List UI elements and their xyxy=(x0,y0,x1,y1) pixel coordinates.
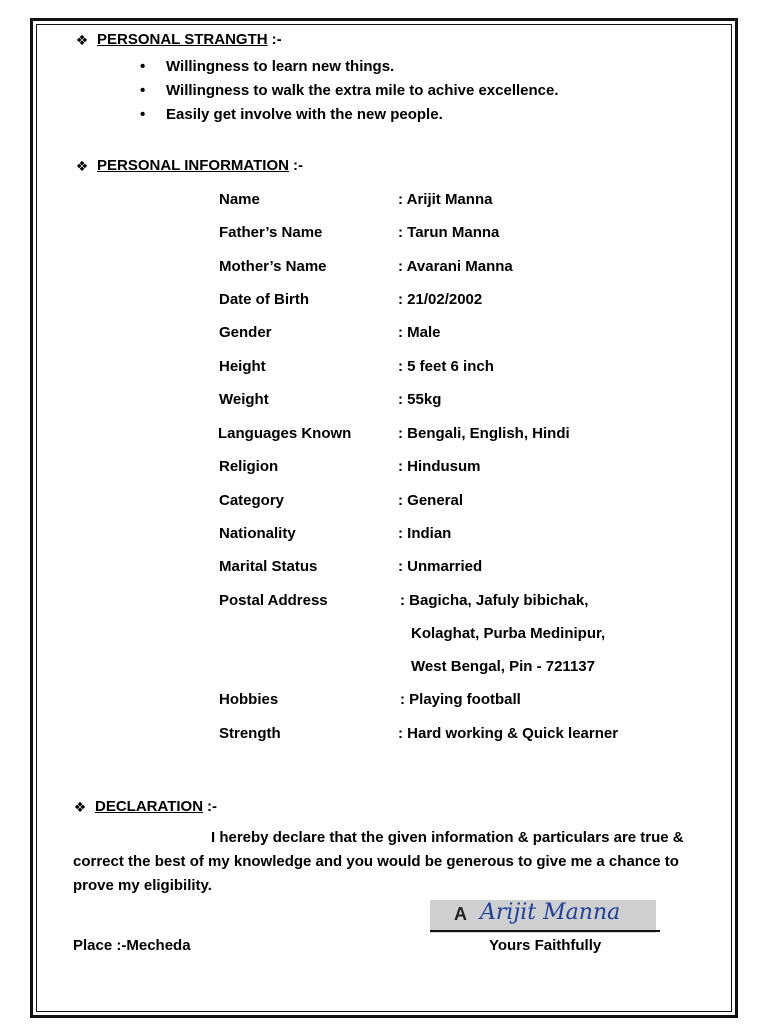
info-label-nationality: Nationality xyxy=(219,525,296,542)
info-value-nationality: : Indian xyxy=(398,525,452,542)
strength-heading xyxy=(75,31,282,49)
info-value-religion: : Hindusum xyxy=(398,458,481,475)
info-value-marital: : Unmarried xyxy=(398,558,483,575)
strength-item: Willingness to learn new things. xyxy=(166,58,395,75)
personal-info-heading-suffix: :- xyxy=(292,157,303,174)
declaration-paragraph xyxy=(73,826,693,898)
signature-handwriting: Arijit Manna xyxy=(480,900,621,925)
diamond-bullet-icon: ❖ xyxy=(75,158,89,174)
info-label-category: Category xyxy=(219,492,285,509)
closing-text: Yours Faithfully xyxy=(489,937,602,954)
signature-initial-mark: A xyxy=(454,904,467,924)
bullet-icon: • xyxy=(140,106,146,123)
info-label-mother: Mother’s Name xyxy=(219,258,327,275)
bullet-icon: • xyxy=(140,82,146,99)
declaration-heading-title: DECLARATION xyxy=(95,798,204,815)
declaration-heading-suffix: :- xyxy=(207,798,218,815)
list-item xyxy=(140,103,559,127)
personal-info-heading xyxy=(75,157,303,175)
list-item xyxy=(140,79,559,103)
info-value-address-line2: Kolaghat, Purba Medinipur, xyxy=(411,625,606,642)
info-value-languages: : Bengali, English, Hindi xyxy=(398,425,570,442)
info-value-gender: : Male xyxy=(398,324,441,341)
info-label-strength: Strength xyxy=(219,725,281,742)
diamond-bullet-icon: ❖ xyxy=(75,32,89,48)
info-label-gender: Gender xyxy=(219,324,272,341)
diamond-bullet-icon: ❖ xyxy=(73,799,87,815)
info-value-height: : 5 feet 6 inch xyxy=(398,358,494,375)
info-label-languages: Languages Known xyxy=(218,425,352,442)
declaration-heading xyxy=(73,798,217,816)
strength-heading-suffix: :- xyxy=(271,31,282,48)
info-label-name: Name xyxy=(219,191,260,208)
info-value-category: : General xyxy=(398,492,464,509)
info-value-hobbies: : Playing football xyxy=(400,691,521,708)
strength-item: Easily get involve with the new people. xyxy=(166,106,443,123)
declaration-text: I hereby declare that the given information & particulars are true & correct the best of my knowledge and you would be generous to give me a chance to prove my eligibility. xyxy=(73,829,684,894)
info-label-weight: Weight xyxy=(219,391,269,408)
info-value-father: : Tarun Manna xyxy=(398,224,500,241)
strength-item: Willingness to walk the extra mile to achive excellence. xyxy=(166,82,559,99)
info-value-address-line1: : Bagicha, Jafuly bibichak, xyxy=(400,592,589,609)
info-label-height: Height xyxy=(219,358,266,375)
info-value-name: : Arijit Manna xyxy=(398,191,493,208)
info-label-father: Father’s Name xyxy=(219,224,323,241)
strength-list xyxy=(140,55,559,127)
info-label-dob: Date of Birth xyxy=(219,291,309,308)
info-value-mother: : Avarani Manna xyxy=(398,258,513,275)
info-value-strength: : Hard working & Quick learner xyxy=(398,725,619,742)
personal-info-heading-title: PERSONAL INFORMATION xyxy=(97,157,289,174)
bullet-icon: • xyxy=(140,58,146,75)
place-text: Place :-Mecheda xyxy=(73,937,191,954)
strength-heading-title: PERSONAL STRANGTH xyxy=(97,31,268,48)
info-value-address-line3: West Bengal, Pin - 721137 xyxy=(411,658,595,675)
info-value-dob: : 21/02/2002 xyxy=(398,291,483,308)
info-label-hobbies: Hobbies xyxy=(219,691,279,708)
info-label-marital: Marital Status xyxy=(219,558,318,575)
info-value-weight: : 55kg xyxy=(398,391,442,408)
signature-underline xyxy=(430,930,660,932)
info-label-address: Postal Address xyxy=(219,592,328,609)
list-item xyxy=(140,55,559,79)
info-label-religion: Religion xyxy=(219,458,279,475)
